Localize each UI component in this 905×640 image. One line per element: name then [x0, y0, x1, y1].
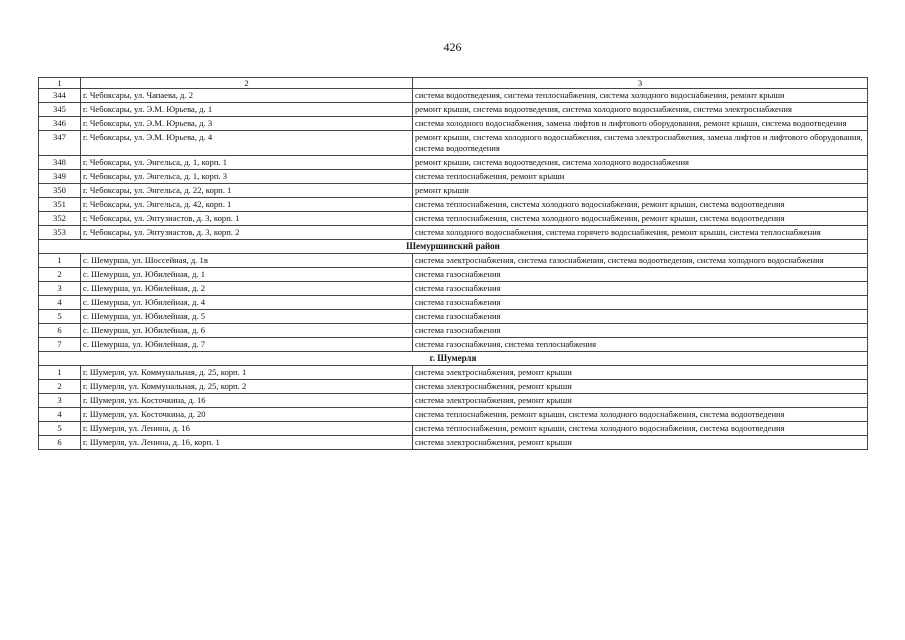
table-row: [39, 268, 868, 282]
row-address: г. Шумерля, ул. Ленина, д. 16: [81, 422, 413, 436]
row-number: 351: [39, 198, 81, 212]
row-address: с. Шемурша, ул. Юбилейная, д. 7: [81, 338, 413, 352]
row-works: ремонт крыши: [413, 184, 868, 198]
row-number: 6: [39, 324, 81, 338]
row-works: ремонт крыши, система холодного водоснабжения, система электроснабжения, замена лифтов и лифтового оборудования, система водоотведения: [413, 131, 868, 156]
row-number: 347: [39, 131, 81, 156]
works-table: [38, 77, 868, 450]
table-row: [39, 254, 868, 268]
row-number: 3: [39, 394, 81, 408]
table-row: [39, 422, 868, 436]
row-number: 346: [39, 117, 81, 131]
row-works: система газоснабжения, система теплоснабжения: [413, 338, 868, 352]
table-body: [39, 78, 868, 450]
row-works: система теплоснабжения, ремонт крыши: [413, 170, 868, 184]
row-number: 5: [39, 310, 81, 324]
row-address: с. Шемурша, ул. Юбилейная, д. 2: [81, 282, 413, 296]
row-number: 2: [39, 380, 81, 394]
row-works: система газоснабжения: [413, 310, 868, 324]
column-header-2: 2: [81, 78, 413, 89]
row-works: ремонт крыши, система водоотведения, система холодного водоснабжения, система электроснабжения: [413, 103, 868, 117]
table-row: [39, 103, 868, 117]
row-number: 350: [39, 184, 81, 198]
table-row: [39, 394, 868, 408]
row-number: 4: [39, 408, 81, 422]
row-address: г. Чебоксары, ул. Э.М. Юрьева, д. 1: [81, 103, 413, 117]
section-title: г. Шумерля: [39, 352, 868, 366]
row-works: система газоснабжения: [413, 282, 868, 296]
row-address: г. Чебоксары, ул. Э.М. Юрьева, д. 4: [81, 131, 413, 156]
table-row: [39, 310, 868, 324]
table-row: [39, 226, 868, 240]
table-row: [39, 296, 868, 310]
row-works: система электроснабжения, ремонт крыши: [413, 380, 868, 394]
section-header-row: [39, 352, 868, 366]
table-row: [39, 184, 868, 198]
row-works: система теплоснабжения, ремонт крыши, система холодного водоснабжения, система водоотведения: [413, 422, 868, 436]
row-address: г. Чебоксары, ул. Энгельса, д. 42, корп. 1: [81, 198, 413, 212]
section-title: Шемуршинский район: [39, 240, 868, 254]
table-row: [39, 282, 868, 296]
row-address: г. Шумерля, ул. Коммунальная, д. 25, корп. 2: [81, 380, 413, 394]
row-number: 4: [39, 296, 81, 310]
table-row: [39, 408, 868, 422]
row-works: ремонт крыши, система водоотведения, система холодного водоснабжения: [413, 156, 868, 170]
row-number: 1: [39, 366, 81, 380]
row-works: система теплоснабжения, система холодного водоснабжения, ремонт крыши, система водоотведения: [413, 198, 868, 212]
column-header-1: 1: [39, 78, 81, 89]
table-row: [39, 117, 868, 131]
table-row: [39, 170, 868, 184]
table-row: [39, 324, 868, 338]
row-number: 348: [39, 156, 81, 170]
row-address: с. Шемурша, ул. Юбилейная, д. 4: [81, 296, 413, 310]
row-address: г. Чебоксары, ул. Э.М. Юрьева, д. 3: [81, 117, 413, 131]
table-row: [39, 131, 868, 156]
row-number: 344: [39, 89, 81, 103]
row-address: г. Чебоксары, ул. Энгельса, д. 1, корп. 1: [81, 156, 413, 170]
row-number: 1: [39, 254, 81, 268]
row-address: г. Шумерля, ул. Косточкина, д. 16: [81, 394, 413, 408]
row-works: система газоснабжения: [413, 296, 868, 310]
table-row: [39, 156, 868, 170]
row-number: 6: [39, 436, 81, 450]
row-address: с. Шемурша, ул. Шоссейная, д. 1в: [81, 254, 413, 268]
row-number: 5: [39, 422, 81, 436]
page-number: 426: [443, 40, 462, 54]
table-row: [39, 436, 868, 450]
row-address: г. Чебоксары, ул. Энгельса, д. 1, корп. 3: [81, 170, 413, 184]
table-row: [39, 380, 868, 394]
column-header-3: 3: [413, 78, 868, 89]
row-address: г. Чебоксары, ул. Энтузиастов, д. 3, корп. 1: [81, 212, 413, 226]
row-number: 2: [39, 268, 81, 282]
row-address: г. Чебоксары, ул. Энгельса, д. 22, корп. 1: [81, 184, 413, 198]
row-number: 3: [39, 282, 81, 296]
row-address: с. Шемурша, ул. Юбилейная, д. 1: [81, 268, 413, 282]
row-works: система электроснабжения, ремонт крыши: [413, 436, 868, 450]
row-works: система электроснабжения, ремонт крыши: [413, 366, 868, 380]
row-address: г. Чебоксары, ул. Энтузиастов, д. 3, корп. 2: [81, 226, 413, 240]
row-address: г. Шумерля, ул. Ленина, д. 16, корп. 1: [81, 436, 413, 450]
table-row: [39, 212, 868, 226]
row-number: 349: [39, 170, 81, 184]
row-works: система газоснабжения: [413, 324, 868, 338]
row-works: система теплоснабжения, ремонт крыши, система холодного водоснабжения, система водоотведения: [413, 408, 868, 422]
row-works: система холодного водоснабжения, замена лифтов и лифтового оборудования, ремонт крыши, система водоотведения: [413, 117, 868, 131]
row-address: г. Чебоксары, ул. Чапаева, д. 2: [81, 89, 413, 103]
row-address: г. Шумерля, ул. Косточкина, д. 20: [81, 408, 413, 422]
row-number: 7: [39, 338, 81, 352]
row-address: с. Шемурша, ул. Юбилейная, д. 5: [81, 310, 413, 324]
row-number: 345: [39, 103, 81, 117]
row-address: с. Шемурша, ул. Юбилейная, д. 6: [81, 324, 413, 338]
row-number: 353: [39, 226, 81, 240]
table-row: [39, 89, 868, 103]
row-works: система холодного водоснабжения, система горячего водоснабжения, ремонт крыши, система теплоснабжения: [413, 226, 868, 240]
row-address: г. Шумерля, ул. Коммунальная, д. 25, корп. 1: [81, 366, 413, 380]
section-header-row: [39, 240, 868, 254]
row-works: система водоотведения, система теплоснабжения, система холодного водоснабжения, ремонт крыши: [413, 89, 868, 103]
row-works: система электроснабжения, ремонт крыши: [413, 394, 868, 408]
table-row: [39, 338, 868, 352]
row-works: система газоснабжения: [413, 268, 868, 282]
column-header-row: [39, 78, 868, 89]
row-number: 352: [39, 212, 81, 226]
row-works: система теплоснабжения, система холодного водоснабжения, ремонт крыши, система водоотведения: [413, 212, 868, 226]
table-row: [39, 366, 868, 380]
row-works: система электроснабжения, система газоснабжения, система водоотведения, система холодного водоснабжения: [413, 254, 868, 268]
table-row: [39, 198, 868, 212]
